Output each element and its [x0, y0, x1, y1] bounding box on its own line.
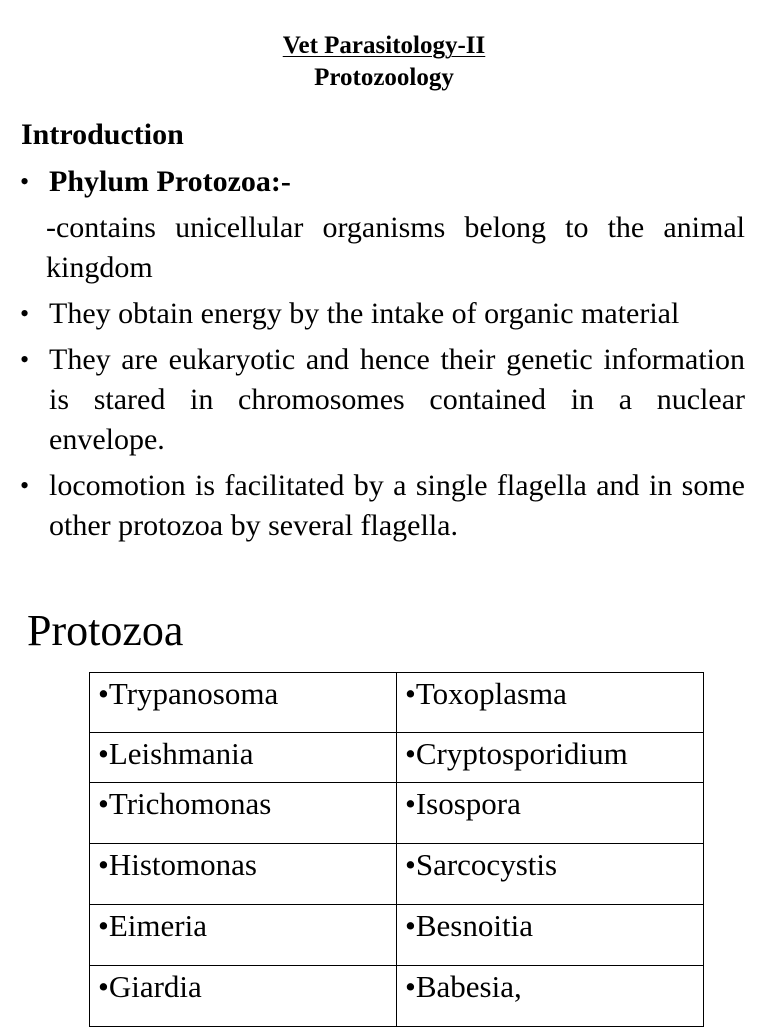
phylum-label: Phylum Protozoa:-	[49, 165, 291, 198]
list-item-text: locomotion is facilitated by a single flagella and in some other protozoa by several flagella.	[49, 469, 745, 542]
document-title	[0, 30, 768, 94]
table-row	[90, 844, 704, 905]
list-item	[20, 340, 745, 460]
bullet-marker: •	[20, 167, 30, 196]
table-cell: •Toxoplasma	[397, 673, 704, 733]
list-item	[20, 294, 745, 334]
list-item	[20, 466, 745, 546]
course-title: Vet Parasitology-II	[282, 32, 486, 59]
table-cell: •Trypanosoma	[90, 673, 397, 733]
list-item-text: They obtain energy by the intake of organic material	[49, 297, 680, 330]
list-item-text: They are eukaryotic and hence their genetic information is stared in chromosomes contained in a nuclear envelope.	[49, 343, 745, 456]
bullet-marker: •	[20, 299, 30, 328]
list-item	[20, 162, 745, 202]
bullet-marker: •	[20, 471, 30, 500]
table-row	[90, 733, 704, 783]
table-row	[90, 783, 704, 844]
table-cell: •Histomonas	[90, 844, 397, 905]
protozoa-heading: Protozoa	[27, 606, 184, 655]
table-row	[90, 966, 704, 1027]
introduction-heading: Introduction	[21, 118, 184, 151]
course-subtitle: Protozoology	[314, 64, 454, 91]
table-cell: •Trichomonas	[90, 783, 397, 844]
table-cell: •Sarcocystis	[397, 844, 704, 905]
introduction-list	[20, 162, 745, 552]
table-cell: •Cryptosporidium	[397, 733, 704, 783]
table-row	[90, 905, 704, 966]
table-cell: •Giardia	[90, 966, 397, 1027]
phylum-description: -contains unicellular organisms belong to the animal kingdom	[46, 211, 745, 284]
table-cell: •Leishmania	[90, 733, 397, 783]
table-row	[90, 673, 704, 733]
table-cell: •Eimeria	[90, 905, 397, 966]
table-cell: •Isospora	[397, 783, 704, 844]
bullet-marker: •	[20, 345, 30, 374]
table-cell: •Besnoitia	[397, 905, 704, 966]
table-cell: •Babesia,	[397, 966, 704, 1027]
list-item	[20, 208, 745, 288]
protozoa-genus-table	[89, 672, 704, 1027]
